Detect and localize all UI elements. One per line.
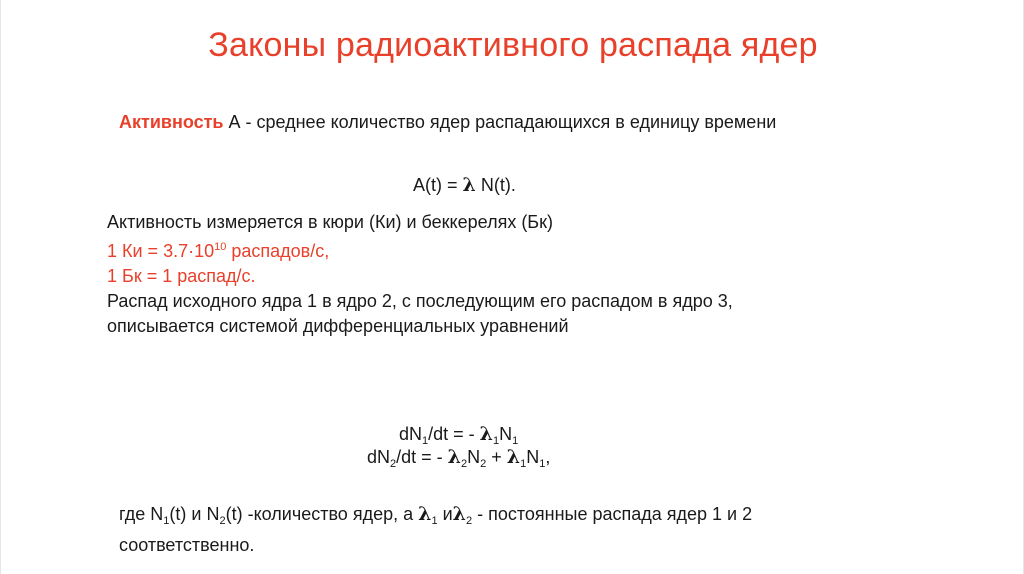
eq1-operator: /dt = - [428,424,480,444]
activity-definition-text: А - среднее количество ядер распадающихся в единицу времени [223,112,777,132]
legend-subscript: 1 [431,515,438,527]
curie-suffix: распадов/с, [226,241,330,261]
eq2-lambda2-subscript: 1 [520,458,527,470]
units-block [107,210,733,339]
diff-eq-intro-line: описывается системой дифференциальных уравнений [107,316,569,336]
lambda-symbol: λ [479,423,493,445]
eq2-n-term: N [467,447,481,467]
legend-subscript: 2 [465,515,473,527]
eq1-lambda-subscript: 1 [493,435,500,447]
legend-part: (t) -количество ядер, а [225,504,419,524]
legend-part: где N [119,504,164,524]
eq1-term: dN [399,424,423,444]
eq2-plus: + [486,447,507,467]
eq1-n-subscript: 1 [512,435,519,447]
eq1-subscript: 1 [422,435,429,447]
legend-text [119,502,752,557]
activity-term: Активность [119,112,224,132]
formula-right: N(t). [475,175,516,195]
curie-definition [107,235,733,264]
equation-1 [399,423,518,447]
eq2-comma: , [545,447,551,467]
legend-part: (t) и N [169,504,220,524]
lambda-symbol: λ [447,446,461,468]
lambda-symbol: λ [418,503,432,525]
lambda-symbol: λ [452,503,466,525]
activity-definition [119,112,776,133]
eq2-term: dN [367,447,391,467]
formula-left: A(t) = [413,175,463,195]
eq2-n2-subscript: 1 [539,458,546,470]
eq1-n-term: N [499,424,513,444]
curie-prefix: 1 Ки = 3.7·10 [107,241,215,261]
legend-subscript: 2 [219,515,226,527]
eq2-n2-term: N [526,447,540,467]
legend-line-2: соответственно. [119,535,255,555]
units-line: Активность измеряется в кюри (Ки) и беккерелях (Бк) [107,212,553,232]
lambda-symbol: λ [506,446,521,468]
slide-title: Законы радиоактивного распада ядер [208,26,818,64]
equation-2 [367,446,550,470]
legend-line-1 [119,502,752,533]
decay-chain-line: Распад исходного ядра 1 в ядро 2, с последующим его распадом в ядро 3, [107,291,733,311]
legend-part: - постоянные распада ядер 1 и 2 [472,504,753,524]
eq2-operator: /dt = - [396,447,448,467]
lambda-symbol: λ [462,174,476,196]
legend-subscript: 1 [163,515,170,527]
eq2-n-subscript: 2 [480,458,487,470]
curie-exponent: 10 [214,241,227,253]
eq2-subscript: 2 [390,458,397,470]
eq2-lambda-subscript: 2 [461,458,468,470]
activity-formula [413,174,516,196]
legend-part: и [437,504,453,524]
becquerel-definition: 1 Бк = 1 распад/с. [107,266,256,286]
